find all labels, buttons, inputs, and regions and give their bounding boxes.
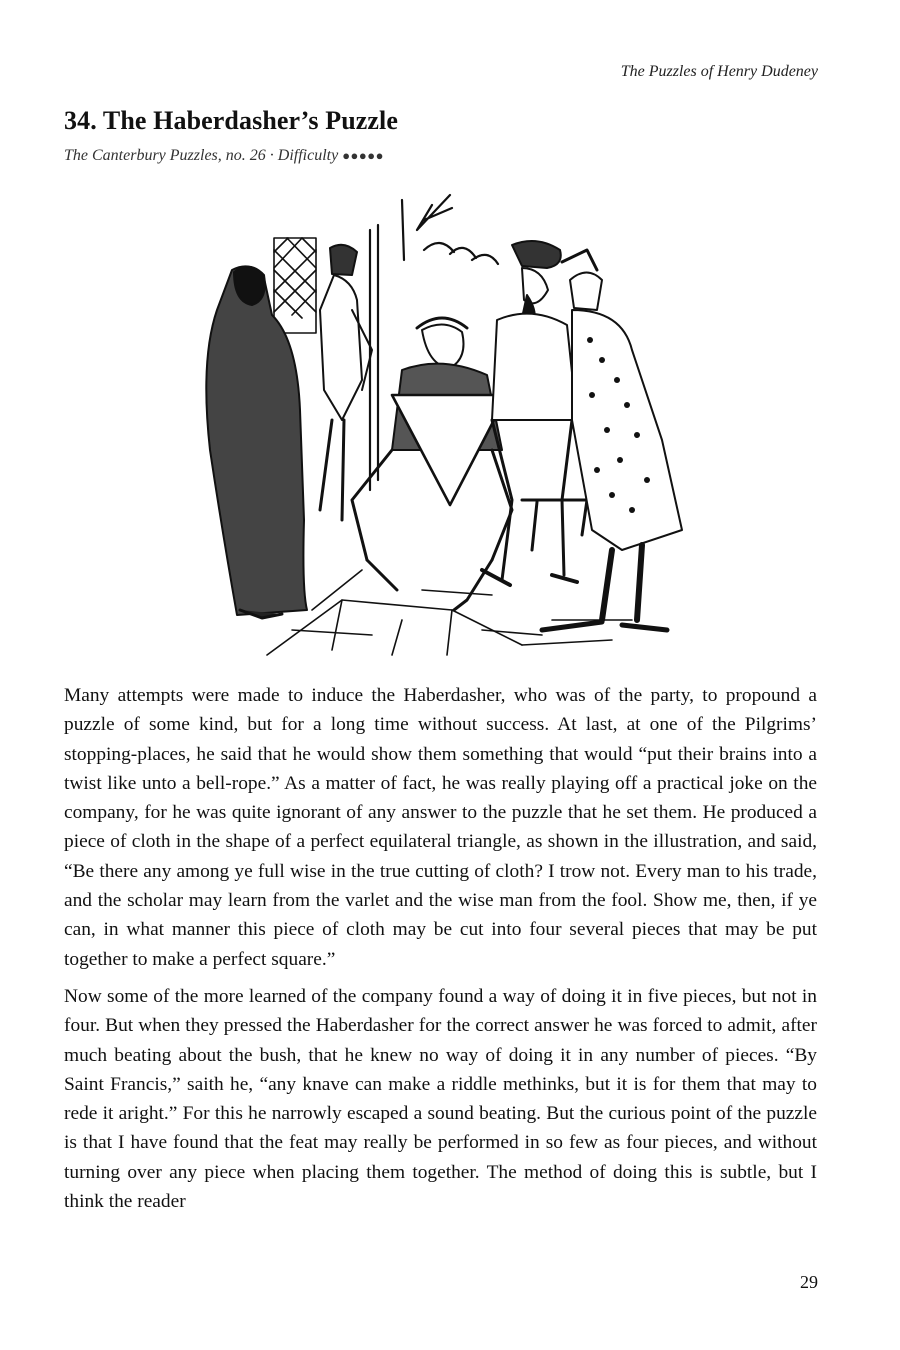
page-number: 29 [800,1272,818,1292]
paragraph: Now some of the more learned of the company found a way of doing it in five pieces, but not in four. But when they pressed the Haberdasher for the correct answer he was forced to admit, after much beating about the bush, that he knew no way of doing it in any number of pieces. “By Saint Francis,” saith he, “any knave can make a riddle methinks, but it is for them that may to rede it aright.” For this he narrowly escaped a sound beating. But the curious point of the puzzle is that I have found that the feat may really be performed in so few as four pieces, and without turning over any piece when placing them together. The method of doing this is subtle, but I think the reader [64,985,817,1213]
puzzle-subtitle [64,147,384,165]
paragraph: Many attempts were made to induce the Haberdasher, who was of the party, to propound a puzzle of some kind, but for a long time without success. At last, at one of the Pilgrims’ stopping-places, he said that he would show them something that would “put their brains into a twist like unto a bell-rope.” As a matter of fact, he was really playing off a practical joke on the company, for he was quite ignorant of any answer to the puzzle that he set them. He produced a piece of cloth in the shape of a perfect equilateral triangle, as shown in the illustration, and said, “Be there any among ye full wise in the true cutting of cloth? I trow not. Every man to his trade, and the scholar may learn from the varlet and the wise man from the fool. Show me, then, if ye can, in what manner this piece of cloth may be cut into four several pieces that may be put together to make a perfect square.” [64,685,817,970]
body-text [64,681,817,1224]
running-head: The Puzzles of Henry Dudeney [620,63,818,80]
bench [522,500,587,550]
puzzle-source: The Canterbury Puzzles, no. 26 · Difficulty [64,147,339,164]
puzzle-title: 34. The Haberdasher’s Puzzle [64,106,399,135]
monk-figure [206,266,307,618]
bearded-man-figure [482,241,577,585]
haberdasher-illustration [192,190,692,660]
difficulty-dots: ●●●●● [342,148,384,163]
young-man-figure [320,245,372,520]
lattice-window [274,238,316,333]
